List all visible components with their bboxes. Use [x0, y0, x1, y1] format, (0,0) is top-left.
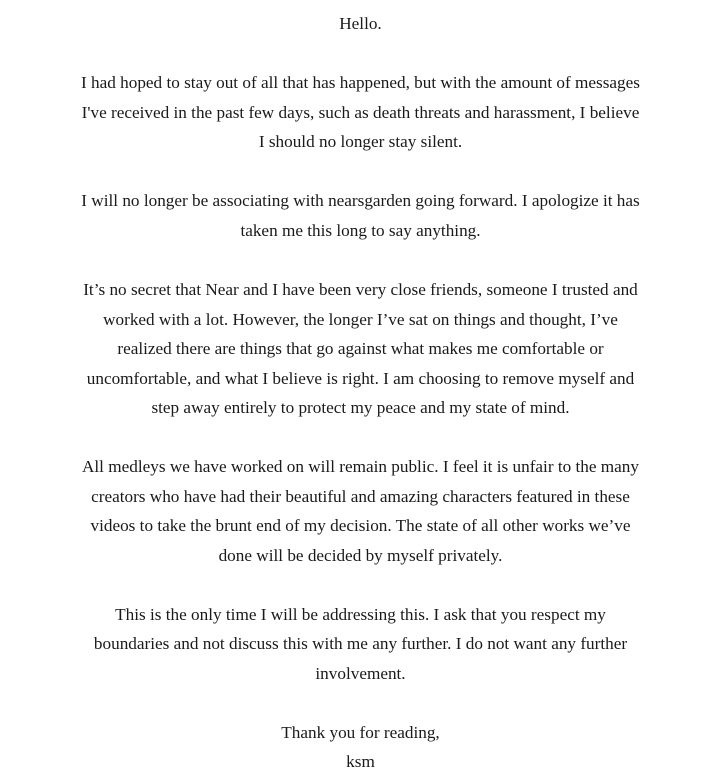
- paragraph-line: I will no longer be associating with nearsgarden going forward. I apologize it has: [81, 191, 640, 210]
- closing: Thank you for reading,: [281, 723, 440, 742]
- paragraph-line: I had hoped to stay out of all that has happened, but with the amount of messages: [81, 73, 640, 92]
- paragraph-line: creators who have had their beautiful and amazing characters featured in these: [91, 487, 630, 506]
- paragraph-line: All medleys we have worked on will remain public. I feel it is unfair to the many: [81, 457, 639, 476]
- paragraph-line: step away entirely to protect my peace and my state of mind.: [151, 398, 570, 417]
- paragraph-line: done will be decided by myself privately.: [218, 546, 503, 565]
- paragraph-line: realized there are things that go against what makes me comfortable or: [117, 339, 604, 358]
- greeting: Hello.: [339, 14, 382, 33]
- paragraph-line: involvement.: [315, 664, 406, 683]
- paragraph-line: taken me this long to say anything.: [240, 221, 481, 240]
- paragraph-line: boundaries and not discuss this with me any further. I do not want any further: [93, 634, 628, 653]
- signature: ksm: [346, 752, 375, 771]
- paragraph-line: videos to take the brunt end of my decision. The state of all other works we’ve: [90, 516, 631, 535]
- paragraph-line: uncomfortable, and what I believe is right. I am choosing to remove myself and: [86, 369, 635, 388]
- paragraph-line: I've received in the past few days, such as death threats and harassment, I believe: [81, 103, 640, 122]
- paragraph-line: worked with a lot. However, the longer I’ve sat on things and thought, I’ve: [103, 310, 618, 329]
- paragraph-line: It’s no secret that Near and I have been very close friends, someone I trusted and: [83, 280, 638, 299]
- paragraph-line: This is the only time I will be addressing this. I ask that you respect my: [115, 605, 606, 624]
- paragraph-line: I should no longer stay silent.: [258, 132, 463, 151]
